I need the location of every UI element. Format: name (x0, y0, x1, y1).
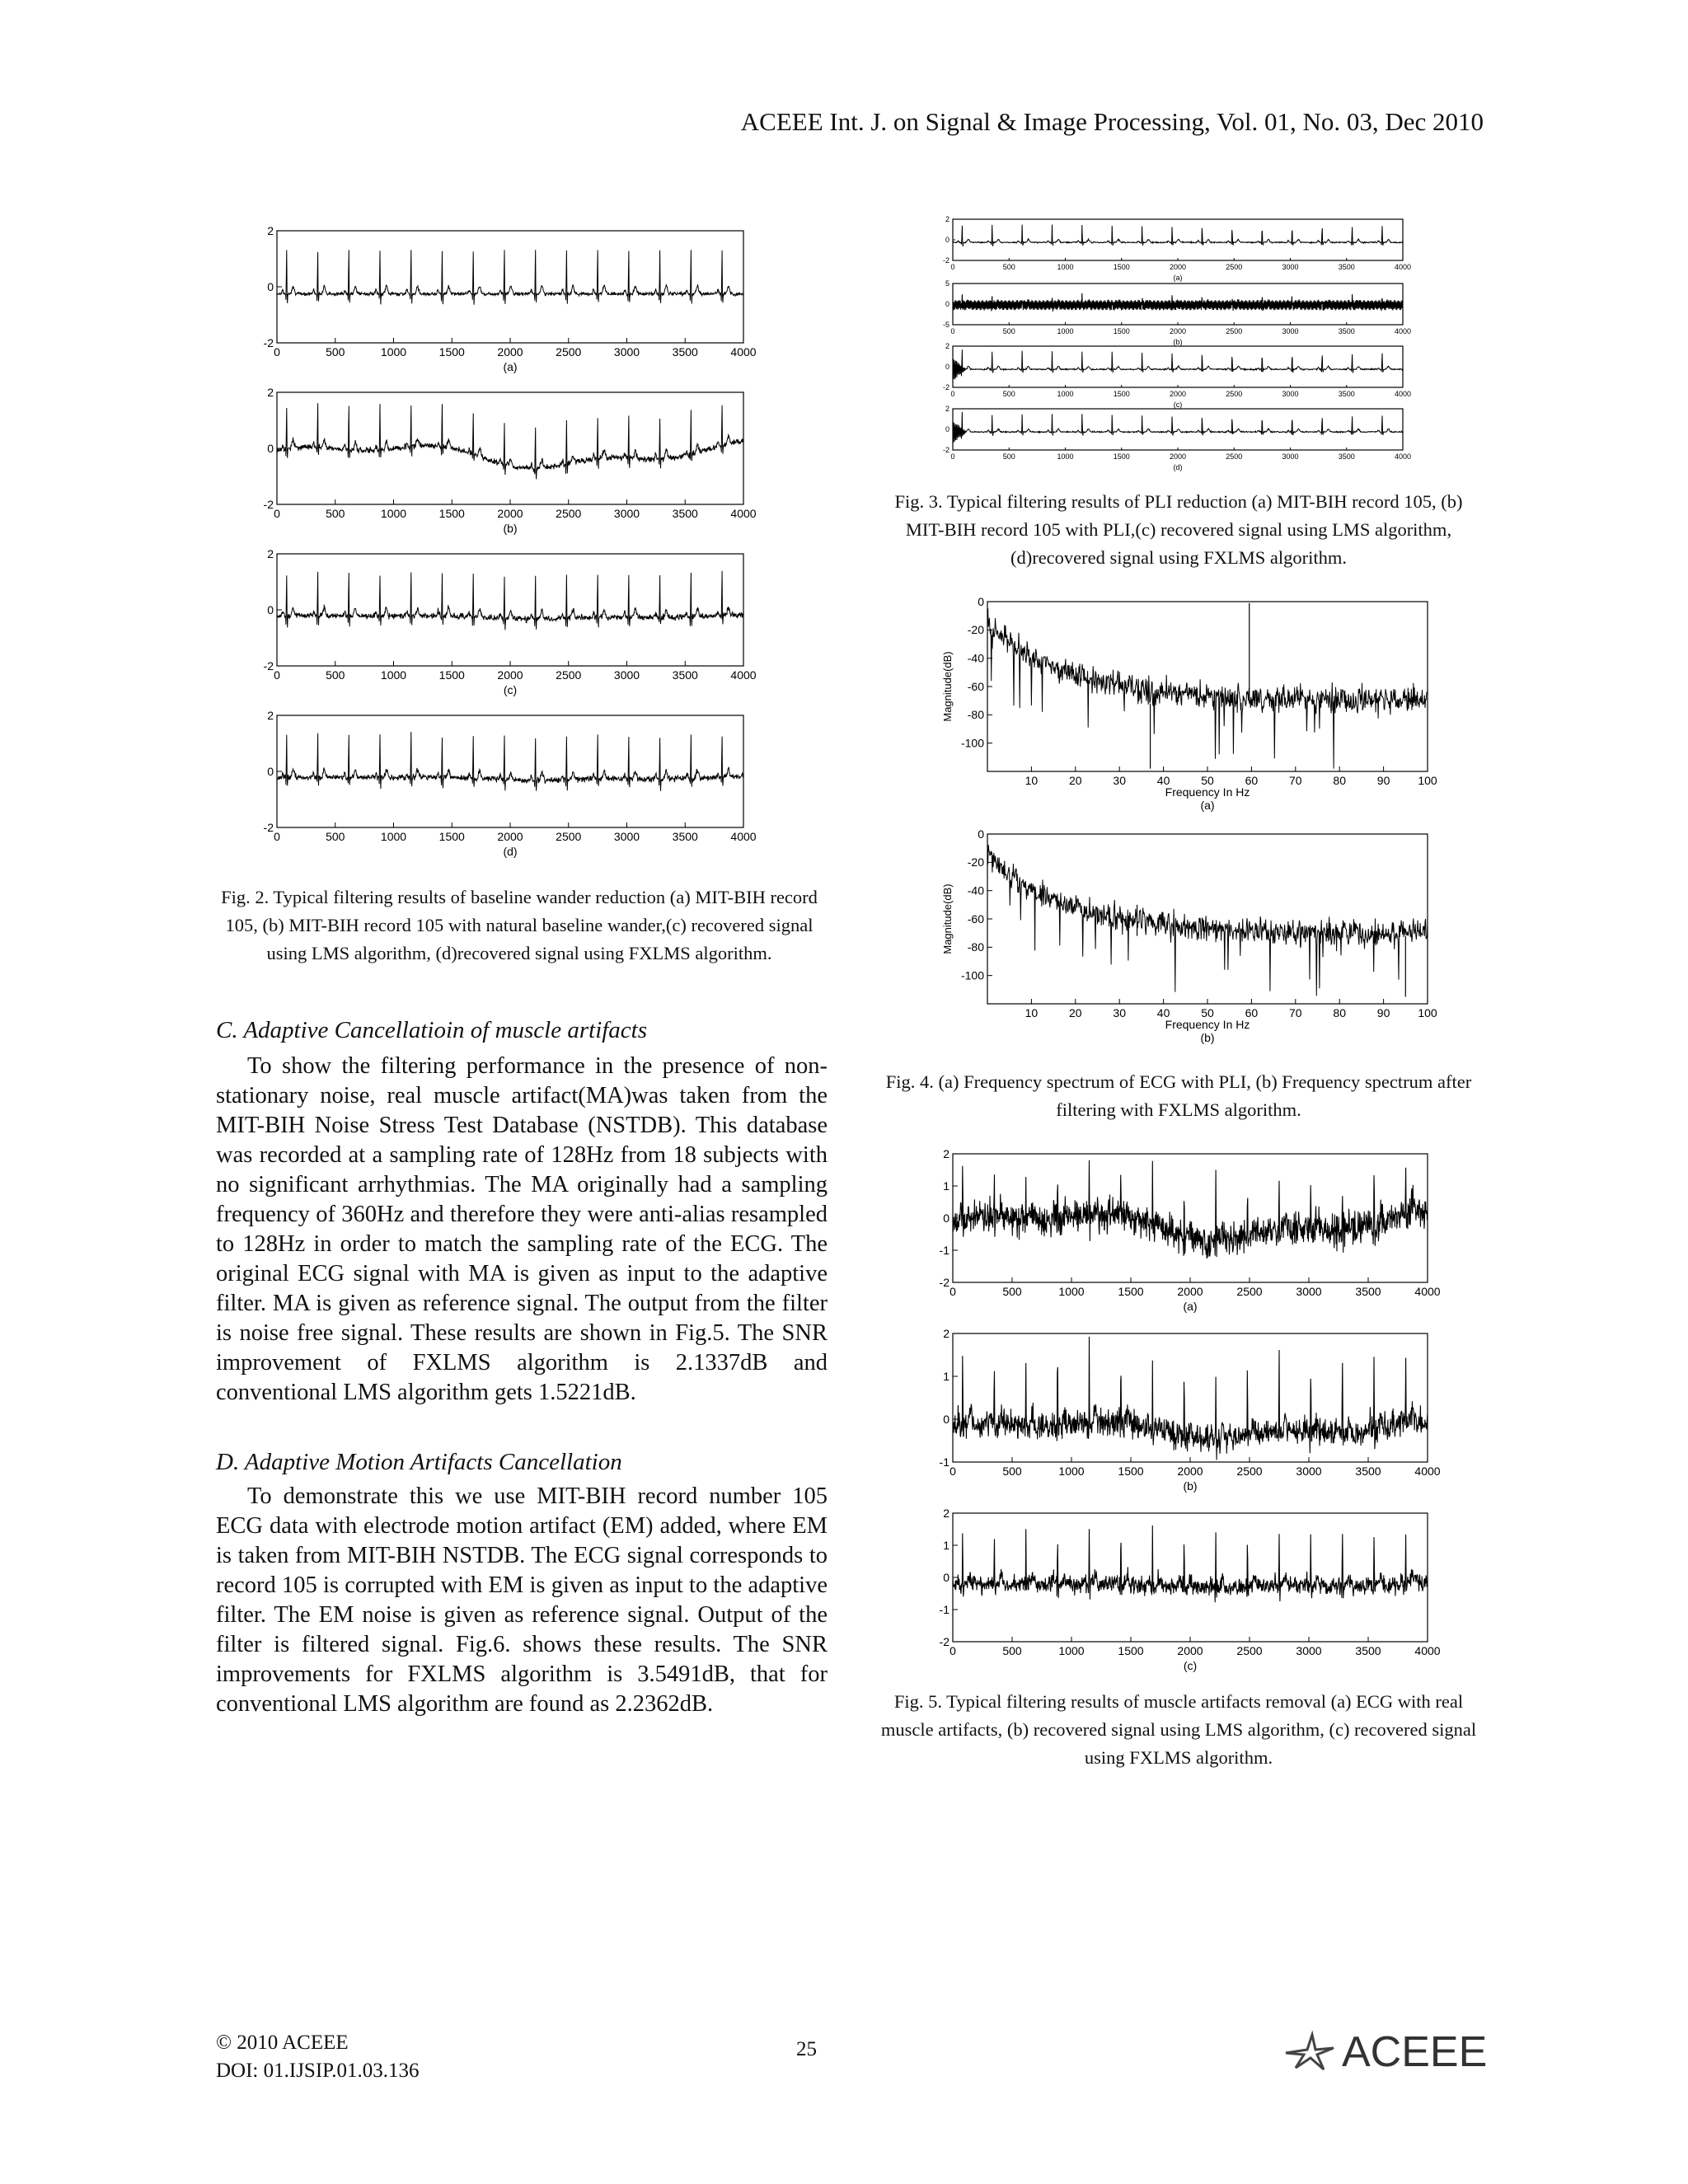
x-tick-label: 100 (1418, 774, 1437, 787)
x-tick-label: 4000 (1414, 1465, 1441, 1478)
y-tick-label: -2 (942, 446, 950, 455)
fig5-panel-a (923, 1146, 1441, 1319)
y-tick-label: -2 (939, 1634, 950, 1648)
y-axis-label: Magnitude(dB) (941, 651, 954, 722)
x-tick-label: 30 (1113, 1006, 1126, 1019)
x-tick-label: 100 (1418, 1006, 1437, 1019)
signal-trace (277, 571, 743, 630)
panel-sublabel: (d) (503, 845, 518, 858)
panel-sublabel: (c) (503, 683, 518, 696)
y-tick-label: -2 (263, 497, 274, 511)
fig4-panel-a (940, 593, 1437, 824)
x-tick-label: 70 (1289, 1006, 1302, 1019)
x-tick-label: 30 (1113, 774, 1126, 787)
x-tick-label: 2000 (1169, 327, 1187, 335)
y-tick-label: -2 (942, 256, 950, 265)
y-tick-label: -60 (967, 912, 984, 926)
x-tick-label: 1000 (380, 830, 407, 843)
fig3-caption: Fig. 3. Typical filtering results of PLI reduction (a) MIT-BIH record 105, (b) MIT-BIH record 105 with PLI,(c) recovered signal using LMS algorithm, (d)recovered signal using FXLMS algorithm. (894, 491, 1463, 568)
y-tick-label: 2 (267, 546, 274, 560)
x-tick-label: 500 (1002, 452, 1015, 461)
x-tick-label: 1000 (1058, 1644, 1085, 1657)
signal-trace (953, 412, 1403, 443)
y-tick-label: -80 (967, 708, 984, 722)
y-tick-label: 0 (945, 300, 950, 309)
x-tick-label: 4000 (1414, 1644, 1441, 1657)
y-tick-label: 5 (945, 279, 950, 288)
x-tick-label: 2000 (1177, 1644, 1203, 1657)
signal-trace (953, 349, 1403, 379)
y-tick-label: 0 (945, 425, 950, 434)
plot-frame (987, 834, 1428, 1004)
y-tick-label: -5 (942, 321, 950, 330)
signal-trace (277, 250, 743, 305)
fig2-panel-c (247, 546, 757, 702)
x-axis-label: Frequency In Hz (1165, 1018, 1250, 1031)
fig4-panel-b (940, 826, 1437, 1057)
x-tick-label: 2500 (1226, 327, 1243, 335)
x-tick-label: 500 (1002, 1644, 1022, 1657)
x-tick-label: 500 (326, 345, 345, 359)
x-tick-label: 1500 (1113, 263, 1130, 271)
y-tick-label: -20 (967, 623, 984, 637)
fig5-panel-b (923, 1325, 1441, 1498)
y-tick-label: -60 (967, 679, 984, 693)
x-tick-label: 500 (1002, 327, 1015, 335)
x-tick-label: 1000 (380, 507, 407, 520)
x-tick-label: 3000 (1296, 1465, 1322, 1478)
y-tick-label: 2 (945, 215, 950, 224)
x-tick-label: 3000 (613, 345, 640, 359)
x-tick-label: 1500 (1118, 1285, 1144, 1298)
x-tick-label: 3500 (672, 345, 698, 359)
fig2-panel-d (247, 707, 757, 864)
x-tick-label: 2000 (497, 668, 523, 682)
x-tick-label: 1500 (438, 345, 465, 359)
x-tick-label: 3000 (1296, 1285, 1322, 1298)
x-tick-label: 1500 (438, 830, 465, 843)
x-tick-label: 500 (326, 668, 345, 682)
y-tick-label: 0 (945, 236, 950, 245)
x-tick-label: 3500 (1355, 1465, 1381, 1478)
fig2-panel-a (247, 223, 757, 379)
fig2-caption: Fig. 2. Typical filtering results of baseline wander reduction (a) MIT-BIH record 105, (b) MIT-BIH record 105 with natural baseline wander,(c) recovered signal using LMS algorithm, (d)recovered signal using FXLMS algorithm. (221, 887, 818, 963)
x-tick-label: 0 (950, 327, 955, 335)
y-tick-label: 2 (945, 405, 950, 414)
x-tick-label: 3000 (613, 830, 640, 843)
y-tick-label: 2 (943, 1506, 950, 1520)
x-tick-label: 3500 (1338, 327, 1355, 335)
signal-trace (277, 732, 743, 791)
x-tick-label: 2000 (1177, 1465, 1203, 1478)
x-tick-label: 0 (274, 507, 280, 520)
x-tick-label: 500 (1002, 390, 1015, 398)
fig3-panel-a (931, 214, 1412, 282)
y-tick-label: -2 (263, 335, 274, 349)
panel-sublabel: (b) (1183, 1479, 1198, 1493)
journal-header: ACEEE Int. J. on Signal & Image Processing, Vol. 01, No. 03, Dec 2010 (740, 107, 1484, 136)
panel-sublabel: (a) (1173, 274, 1183, 282)
x-tick-label: 3000 (613, 507, 640, 520)
x-tick-label: 2500 (1236, 1465, 1263, 1478)
x-tick-label: 2000 (497, 507, 523, 520)
y-tick-label: 0 (978, 594, 984, 608)
x-tick-label: 0 (274, 830, 280, 843)
footer-doi: DOI: 01.IJSIP.01.03.136 (216, 2060, 420, 2082)
section-d-heading: D. Adaptive Motion Artifacts Cancellation (216, 1449, 622, 1475)
x-tick-label: 4000 (1394, 390, 1412, 398)
y-tick-label: 0 (267, 764, 274, 778)
x-tick-label: 1500 (1113, 390, 1130, 398)
x-tick-label: 60 (1245, 774, 1259, 787)
fig3-panel-b (931, 279, 1412, 346)
y-tick-label: 0 (943, 1412, 950, 1426)
y-tick-label: 1 (943, 1538, 950, 1552)
x-tick-label: 0 (950, 1644, 956, 1657)
y-tick-label: -2 (263, 820, 274, 834)
y-tick-label: -1 (939, 1602, 950, 1616)
x-tick-label: 1000 (380, 345, 407, 359)
x-tick-label: 3500 (672, 507, 698, 520)
x-tick-label: 500 (1002, 1465, 1022, 1478)
signal-trace (953, 293, 1403, 312)
x-tick-label: 1500 (1113, 452, 1130, 461)
y-tick-label: 0 (267, 279, 274, 293)
panel-sublabel: (b) (1173, 338, 1183, 346)
fig2-panel-b (247, 384, 757, 541)
x-tick-label: 0 (274, 668, 280, 682)
x-tick-label: 4000 (730, 668, 757, 682)
x-tick-label: 3500 (1338, 390, 1355, 398)
plot-frame (277, 554, 743, 666)
x-tick-label: 1000 (380, 668, 407, 682)
x-tick-label: 2000 (1177, 1285, 1203, 1298)
y-tick-label: 0 (943, 1211, 950, 1225)
x-tick-label: 1500 (1113, 327, 1130, 335)
x-tick-label: 3500 (672, 830, 698, 843)
section-d-paragraph: To demonstrate this we use MIT-BIH record number 105 ECG data with electrode motion artifact (EM) added, where EM is taken from MIT-BIH NSTDB. The ECG signal corresponds to record 105 is corrupted with EM is given as input to the adaptive filter. The EM noise is given as reference signal. Output of the filter is filtered signal. Fig.6. shows these results. The SNR improvements for FXLMS algorithm is 3.5491dB, that for conventional LMS algorithm are found as 2.2362dB. (216, 1483, 828, 1717)
x-tick-label: 3000 (1296, 1644, 1322, 1657)
x-tick-label: 3000 (1282, 452, 1299, 461)
signal-trace (987, 608, 1428, 768)
x-tick-label: 3000 (1282, 327, 1299, 335)
panel-sublabel: (a) (1183, 1300, 1198, 1313)
y-tick-label: 0 (943, 1570, 950, 1584)
x-tick-label: 2000 (497, 345, 523, 359)
aceee-logo (1282, 2027, 1487, 2077)
x-tick-label: 40 (1156, 774, 1170, 787)
x-tick-label: 2500 (556, 345, 582, 359)
y-tick-label: -2 (939, 1275, 950, 1289)
x-tick-label: 4000 (730, 345, 757, 359)
footer-left (216, 2029, 420, 2085)
y-tick-label: 1 (943, 1369, 950, 1383)
y-tick-label: 0 (267, 441, 274, 455)
y-tick-label: -40 (967, 651, 984, 665)
x-tick-label: 1500 (1118, 1644, 1144, 1657)
x-tick-label: 2000 (1169, 263, 1187, 271)
footer-copyright: © 2010 ACEEE (216, 2032, 349, 2054)
section-c-heading: C. Adaptive Cancellatioin of muscle artifacts (216, 1017, 648, 1043)
x-tick-label: 2500 (1236, 1644, 1263, 1657)
y-tick-label: -80 (967, 940, 984, 954)
fig3-panel-c (931, 341, 1412, 409)
x-tick-label: 2000 (1169, 452, 1187, 461)
x-tick-label: 1500 (1118, 1465, 1144, 1478)
signal-trace (953, 1160, 1428, 1258)
x-tick-label: 4000 (730, 507, 757, 520)
y-tick-label: -20 (967, 855, 984, 869)
x-tick-label: 1500 (438, 507, 465, 520)
x-tick-label: 4000 (1414, 1285, 1441, 1298)
x-tick-label: 2500 (556, 830, 582, 843)
y-tick-label: 2 (943, 1146, 950, 1160)
y-tick-label: -2 (942, 383, 950, 392)
fig4-caption: Fig. 4. (a) Frequency spectrum of ECG with PLI, (b) Frequency spectrum after filtering with FXLMS algorithm. (885, 1071, 1472, 1120)
x-tick-label: 2500 (1226, 263, 1243, 271)
x-tick-label: 2500 (556, 507, 582, 520)
x-tick-label: 1000 (1057, 327, 1074, 335)
x-tick-label: 4000 (730, 830, 757, 843)
x-tick-label: 4000 (1394, 263, 1412, 271)
x-tick-label: 2500 (1226, 390, 1243, 398)
y-tick-label: 0 (945, 363, 950, 372)
y-tick-label: -1 (939, 1455, 950, 1469)
x-tick-label: 2500 (1236, 1285, 1263, 1298)
panel-sublabel: (c) (1183, 1659, 1198, 1672)
panel-sublabel: (d) (1173, 463, 1183, 471)
x-tick-label: 1000 (1057, 390, 1074, 398)
signal-trace (953, 1337, 1428, 1460)
x-tick-label: 500 (1002, 263, 1015, 271)
fig5-panel-c (923, 1505, 1441, 1678)
fig5-caption: Fig. 5. Typical filtering results of muscle artifacts removal (a) ECG with real muscle artifacts, (b) recovered signal using LMS algorithm, (c) recovered signal using FXLMS algorithm. (880, 1691, 1477, 1768)
plot-frame (277, 715, 743, 827)
x-tick-label: 80 (1333, 774, 1346, 787)
x-tick-label: 2500 (1226, 452, 1243, 461)
y-tick-label: -100 (960, 736, 984, 750)
y-tick-label: 2 (945, 342, 950, 351)
x-tick-label: 60 (1245, 1006, 1259, 1019)
plot-frame (953, 1333, 1428, 1462)
x-tick-label: 500 (326, 507, 345, 520)
signal-trace (987, 845, 1428, 996)
x-tick-label: 3500 (1338, 452, 1355, 461)
y-tick-label: -40 (967, 883, 984, 898)
signal-trace (953, 1526, 1428, 1602)
y-tick-label: 2 (943, 1326, 950, 1340)
x-tick-label: 10 (1025, 1006, 1039, 1019)
x-tick-label: 70 (1289, 774, 1302, 787)
y-tick-label: -2 (263, 658, 274, 673)
x-tick-label: 0 (950, 390, 955, 398)
y-tick-label: 2 (267, 385, 274, 399)
page-number: 25 (796, 2038, 817, 2060)
x-tick-label: 3500 (672, 668, 698, 682)
x-tick-label: 2500 (556, 668, 582, 682)
x-tick-label: 3000 (1282, 390, 1299, 398)
x-tick-label: 10 (1025, 774, 1039, 787)
x-tick-label: 0 (950, 1285, 956, 1298)
x-tick-label: 20 (1069, 774, 1082, 787)
x-tick-label: 2000 (1169, 390, 1187, 398)
logo-text: ACEEE (1342, 2028, 1488, 2076)
x-tick-label: 3500 (1355, 1644, 1381, 1657)
y-tick-label: 0 (978, 827, 984, 841)
signal-trace (953, 225, 1403, 246)
y-tick-label: -100 (960, 968, 984, 982)
y-tick-label: -1 (939, 1243, 950, 1257)
section-d-body (216, 1482, 828, 1719)
x-tick-label: 0 (274, 345, 280, 359)
x-tick-label: 4000 (1394, 452, 1412, 461)
x-tick-label: 50 (1201, 774, 1214, 787)
x-tick-label: 1500 (438, 668, 465, 682)
x-axis-label: Frequency In Hz (1165, 785, 1250, 799)
panel-sublabel: (b) (503, 522, 518, 535)
panel-sublabel: (a) (1200, 799, 1215, 812)
signal-trace (277, 403, 743, 479)
panel-sublabel: (c) (1173, 401, 1183, 409)
x-tick-label: 500 (1002, 1285, 1022, 1298)
x-tick-label: 1000 (1058, 1465, 1085, 1478)
x-tick-label: 20 (1069, 1006, 1082, 1019)
x-tick-label: 90 (1376, 1006, 1390, 1019)
panel-sublabel: (a) (503, 360, 518, 373)
x-tick-label: 3000 (613, 668, 640, 682)
x-tick-label: 3000 (1282, 263, 1299, 271)
y-tick-label: 2 (267, 223, 274, 237)
x-tick-label: 1000 (1058, 1285, 1085, 1298)
y-axis-label: Magnitude(dB) (941, 883, 954, 954)
x-tick-label: 1000 (1057, 452, 1074, 461)
x-tick-label: 0 (950, 1465, 956, 1478)
x-tick-label: 80 (1333, 1006, 1346, 1019)
x-tick-label: 40 (1156, 1006, 1170, 1019)
x-tick-label: 0 (950, 263, 955, 271)
x-tick-label: 0 (950, 452, 955, 461)
x-tick-label: 3500 (1338, 263, 1355, 271)
x-tick-label: 4000 (1394, 327, 1412, 335)
x-tick-label: 50 (1201, 1006, 1214, 1019)
x-tick-label: 90 (1376, 774, 1390, 787)
x-tick-label: 2000 (497, 830, 523, 843)
x-tick-label: 500 (326, 830, 345, 843)
y-tick-label: 1 (943, 1179, 950, 1193)
y-tick-label: 0 (267, 602, 274, 616)
x-tick-label: 3500 (1355, 1285, 1381, 1298)
section-c-body (216, 1052, 828, 1408)
panel-sublabel: (b) (1200, 1031, 1215, 1044)
section-c-paragraph: To show the filtering performance in the presence of non-stationary noise, real muscle artifact(MA)was taken from the MIT-BIH Noise Stress Test Database (NSTDB). This database was recorded at a sampling rate of 128Hz from 18 subjects with no significant arrhythmias. The MA originally had a sampling frequency of 360Hz and therefore they were anti-alias resampled to 128Hz in order to match the sampling rate of the ECG. The original ECG signal with MA is given as input to the adaptive filter. MA is given as reference signal. The output from the filter is noise free signal. These results are shown in Fig.5. The SNR improvement of FXLMS algorithm is 2.1337dB and conventional LMS algorithm gets 1.5221dB. (216, 1053, 828, 1405)
fig3-panel-d (931, 404, 1412, 471)
x-tick-label: 1000 (1057, 263, 1074, 271)
star-logo-icon (1282, 2032, 1337, 2073)
y-tick-label: 2 (267, 708, 274, 722)
